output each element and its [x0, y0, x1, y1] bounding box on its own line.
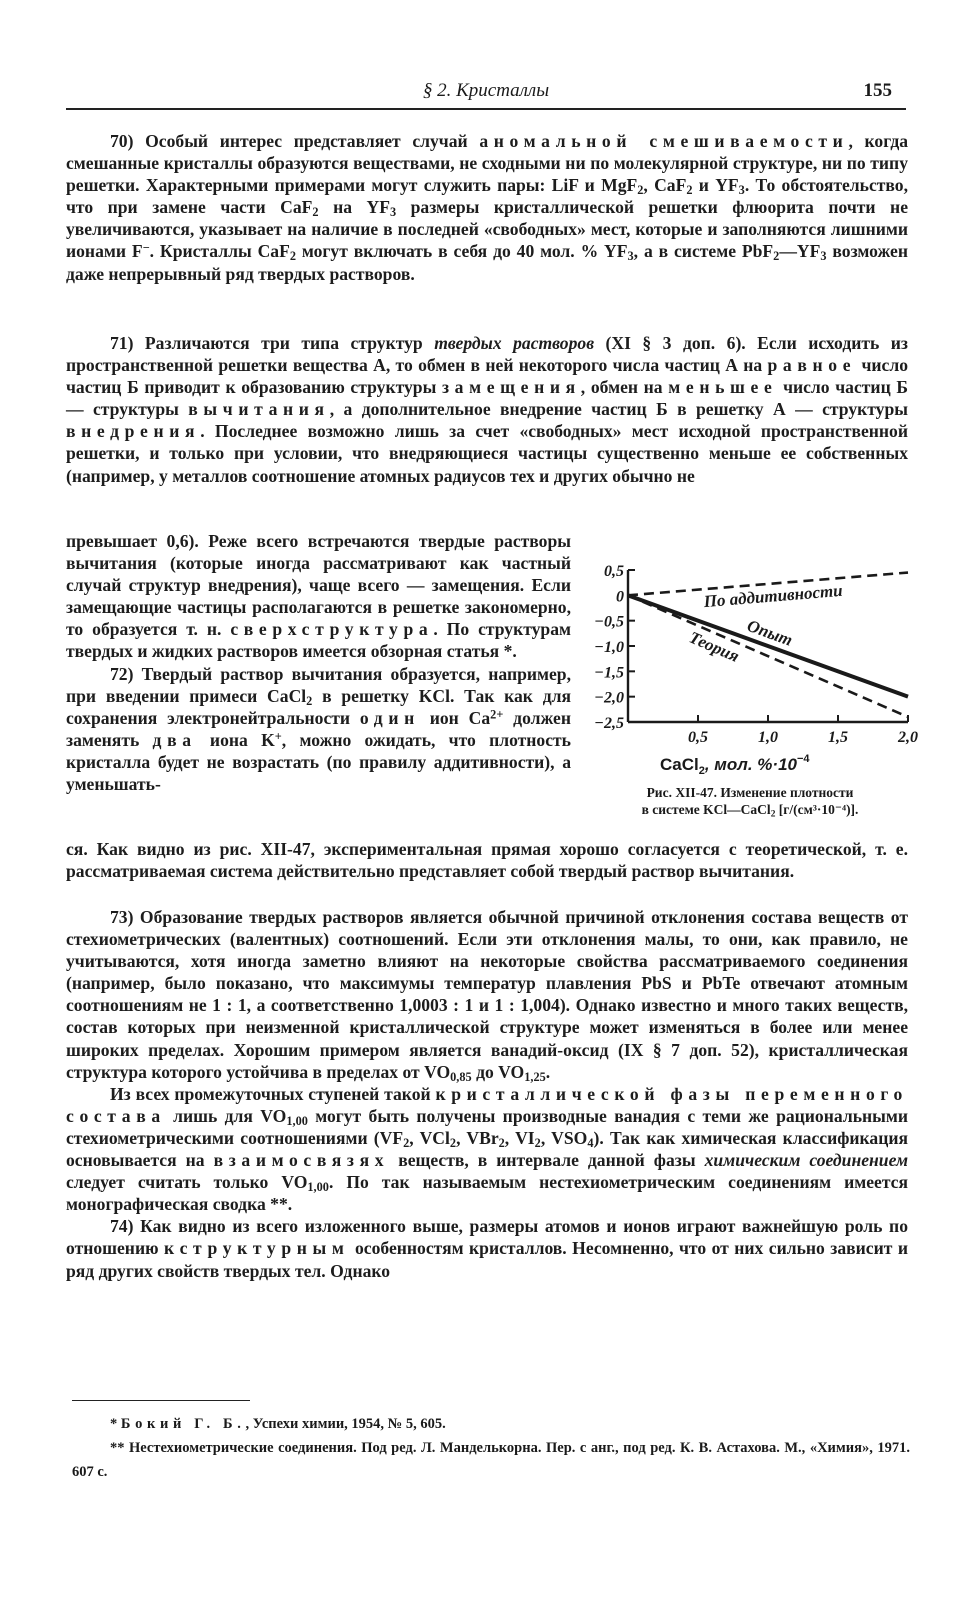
page-number: 155 [863, 80, 892, 101]
page-header [66, 76, 906, 110]
y-tick-label: −1,5 [594, 664, 624, 682]
y-tick-label: −1,0 [594, 639, 624, 656]
x-tick-label: 1,0 [758, 729, 778, 746]
paragraph-72-continued: ся. Как видно из рис. XII-47, экспериментальная прямая хорошо согласуется с теоретической, т. е. рассматриваемая система действительно представляет собой твердый раствор вычитания. [66, 839, 908, 882]
paragraph-71-continued: превышает 0,6). Реже всего встречаются твердые растворы вычитания (которые иногда рассматривают как частный случай структур внедрения), чаще всего — замещения. Если замещающие частицы располагаются в решетке закономерно, то образуется т. н. сверхструктура. По структурам твердых и жидких растворов имеется обзорная статья *. 72) Твердый раствор вычитания образуется, например, при введении примеси CaCl$_2$ в решетку KCl. Так как для сохранения электронейтральности один ион $Ca^{2+}$ должен заменять два иона K+, можно ожидать, что плотность кристалла будет не возрастать (по правилу аддитивности), а уменьшать- [66, 531, 571, 795]
footnote-divider [72, 1400, 250, 1401]
y-tick-label: 0 [616, 588, 624, 606]
paragraph-73: 73) Образование твердых растворов является обычной причиной отклонения состава веществ от стехиометрических (валентных) соотношений. Если эти отклонения малы, то они, как правило, не учитываются, хотя иногда заметно влияют на некоторые свойства рассматриваемого соединения (например, было показано, что максимумы температур плавления PbS и PbTe отвечают атомным соотношениям не 1 : 1, а соответственно 1,0003 : 1 и 1 : 1,004). Однако известно и много таких веществ, состав которых при неизменной кристаллической структуре может изменяться в более или менее широких пределах. Хорошим примером является ванадий-оксид (IX § 7 доп. 52), кристаллическая структура которого устойчива в пределах от $VO_{0,85}$ до $VO_{1,25}$. Из всех промежуточных ступеней такой кристаллической фазы переменного состава лишь для $VO_{1,00}$ могут быть получены производные ванадия с теми же рациональными стехиометрическими соотношениями ($VF_2$, VCl$_2$, VBr$_2$, $VI_2$, $VSO_4$). Так как химическая классификация основывается на взаимосвязях веществ, в интервале данной фазы химическим соединением следует считать только $VO_{1,00}$. По так называемым нестехиометрическим соединениям имеется монографическая сводка **. 74) Как видно из всего изложенного выше, размеры атомов и ионов играют важнейшую роль по отношению к структурным особенностям кристаллов. Несомненно, что от них сильно зависит и ряд других свойств твердых тел. Однако [66, 907, 909, 1281]
x-tick-label: 0,5 [688, 729, 708, 746]
series-line-2 [628, 595, 908, 696]
running-title: § 2. Кристаллы [422, 80, 550, 101]
density-chart-svg [590, 556, 918, 786]
y-tick-label: −2,5 [594, 715, 624, 732]
paragraph-70: 70) Особый интерес представляет случай аномальной смешиваемости, когда смешанные кристаллы образуются веществами, не сходными ни по молекулярной структуре, ни по типу решетки. Характерными примерами могут служить пары: LiF и MgF$_2$, CaF$_2$ и $YF_3$. То обстоятельство, что при замене части CaF$_2$ на $YF_3$ размеры кристаллической решетки флюорита почти не увеличиваются, указывает на наличие в последней «свободных» мест, которые и заполняются лишними ионами F−. Кристаллы CaF$_2$ могут включать в себя до 40 мол. % $YF_3$, а в системе $PbF_2—YF_3$ возможен даже непрерывный ряд твердых растворов. [66, 131, 909, 284]
x-tick-label: 2,0 [898, 729, 918, 746]
paragraph-71: 71) Различаются три типа структур твердых растворов (XI § 3 доп. 6). Если исходить из пространственной решетки вещества А, то обмен в ней некоторого числа частиц А на равное число частиц Б приводит к образованию структуры замещения, обмен на меньшее число частиц Б — структуры вычитания, а дополнительное внедрение частиц Б в решетку А — структуры внедрения. Последнее возможно лишь за счет «свободных» мест исходной пространственной решетки, и только при условии, что внедряющиеся частицы существенно меньше ее собственных (например, у металлов соотношение атомных радиусов тех и других обычно не [66, 333, 908, 486]
footnote-1: * Бокий Г. Б., Успехи химии, 1954, № 5, 605. [110, 1416, 446, 1432]
series-line-3 [628, 595, 908, 717]
footnote-2: ** Нестехиометрические соединения. Под ред. Л. Манделькорна. Пер. с анг., под ред. К. В. Астахова. М., «Химия», 1971. 607 с. [72, 1440, 910, 1480]
series-label-additivity: По аддитивности [702, 580, 844, 612]
x-axis-label: CaCl$_2$, мол. $\%\cdot 10^{-4}$ [660, 753, 810, 777]
x-tick-label: 1,5 [828, 729, 848, 746]
series-label-theory: Теория [686, 627, 742, 666]
y-tick-label: −2,0 [594, 689, 624, 707]
y-tick-label: −0,5 [594, 613, 624, 631]
y-tick-label: 0,5 [604, 563, 624, 580]
series-label-experiment: Опыт [744, 615, 796, 650]
footnotes [72, 1412, 910, 1484]
figure-caption: Рис. XII-47. Изменение плотности в системе KCl—CaCl$_2$ [г/(см³·10⁻⁴)]. [641, 785, 859, 820]
